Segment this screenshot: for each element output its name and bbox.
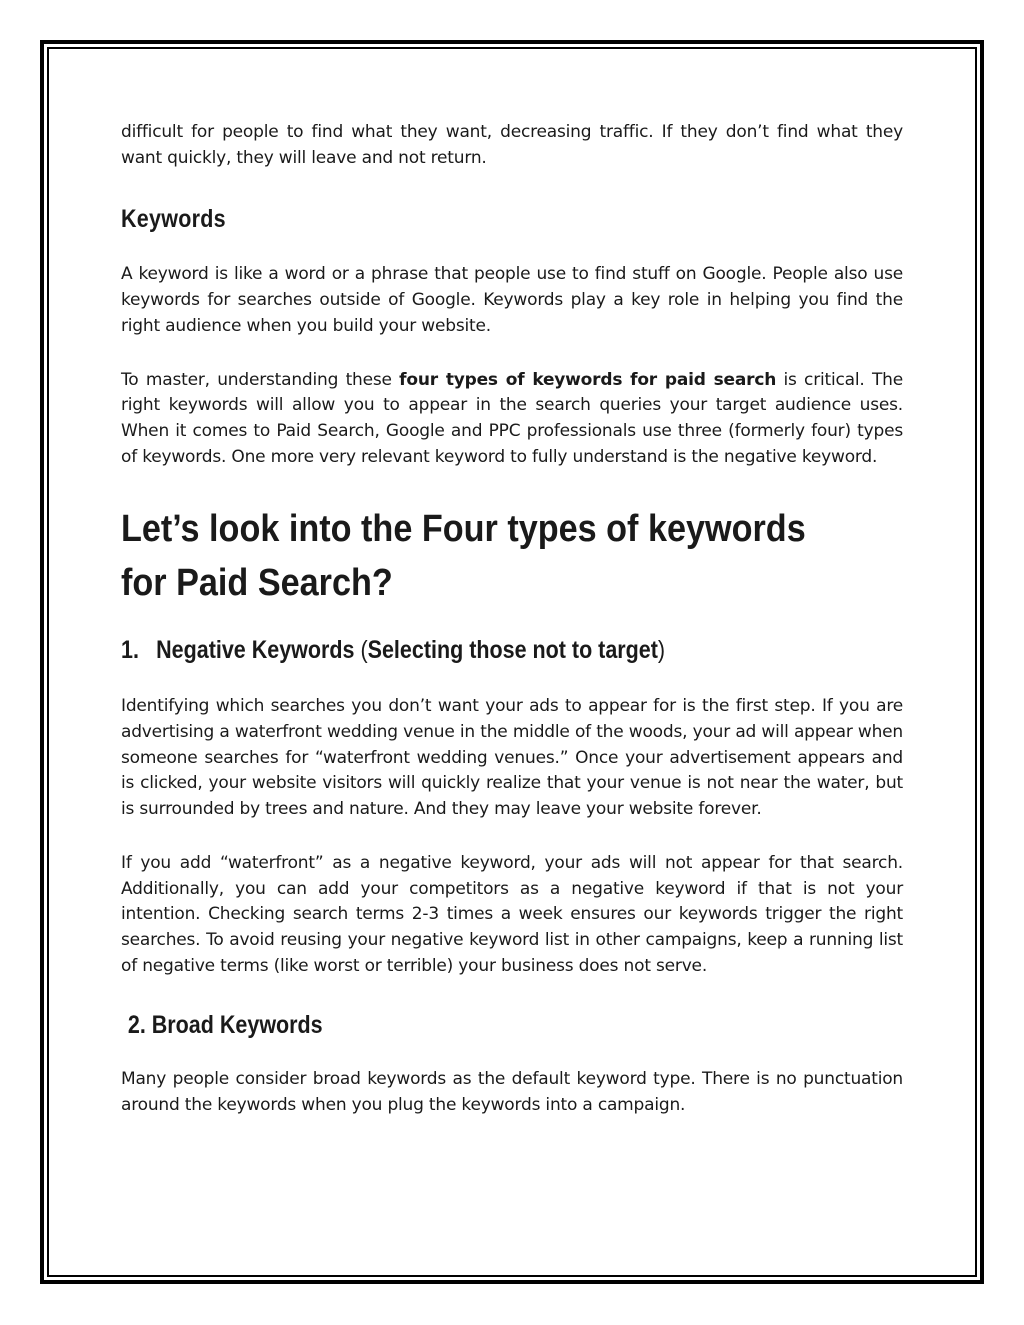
bold-phrase: four types of keywords for paid search <box>399 369 777 390</box>
text-before-bold: To master, understanding these <box>121 369 400 390</box>
paren-close: ) <box>657 636 666 665</box>
paren-open: ( <box>360 636 368 665</box>
paragraph-negative-2: If you add “waterfront” as a negative keyword, your ads will not appear for that search. Additionally, you can add your competitors as a negative keyword if that is not your intention. Checking search terms 2-3 times a week ensures our keywords trigger the right searches. To avoid reusing your negative keyword list in other campaigns, keep a running list of negative terms (like worst or terrible) your business does not serve. <box>121 852 903 976</box>
heading-keywords: Keywords <box>121 205 226 234</box>
document-body <box>121 120 903 1119</box>
heading-negative-subtitle: Selecting those not to target <box>367 636 658 665</box>
paragraph-keywords-types <box>121 368 903 471</box>
heading-main <box>121 502 825 610</box>
paragraph-negative-1: Identifying which searches you don’t want your ads to appear for is the first step. If you are advertising a waterfront wedding venue in the middle of the woods, your ad will appear when someone searches for “waterfront wedding venues.” Once your advertisement appears and is clicked, your website visitors will quickly realize that your venue is not near the water, but is surrounded by trees and nature. And they may leave your website forever. <box>121 696 903 820</box>
paragraph-keywords-definition: A keyword is like a word or a phrase that people use to find stuff on Google. People also use keywords for searches outside of Google. Keywords play a key role in helping you find the right audience when you build your website. <box>121 264 903 336</box>
heading-negative-title: Negative Keywords <box>156 636 361 665</box>
heading-number: 1. <box>121 636 139 665</box>
heading-main-line-1: Let’s look into the Four types of keywords <box>121 508 806 551</box>
paragraph-broad-1: Many people consider broad keywords as the default keyword type. There is no punctuation around the keywords when you plug the keywords into a campaign. <box>121 1069 903 1116</box>
paragraph-intro: difficult for people to find what they want, decreasing traffic. If they don’t find what they want quickly, they will leave and not return. <box>121 122 903 168</box>
heading-negative-keywords <box>121 634 794 666</box>
heading-broad-keywords: 2. Broad Keywords <box>127 1011 323 1040</box>
text-after-bold: is critical. The right keywords will allow you to appear in the search queries your target audience uses. When it comes to Paid Search, Google and PPC professionals use three (formerly four) types of keywords. One more very relevant keyword to fully understand is the negative keyword. <box>121 369 903 467</box>
heading-main-line-2: for Paid Search? <box>121 562 393 605</box>
